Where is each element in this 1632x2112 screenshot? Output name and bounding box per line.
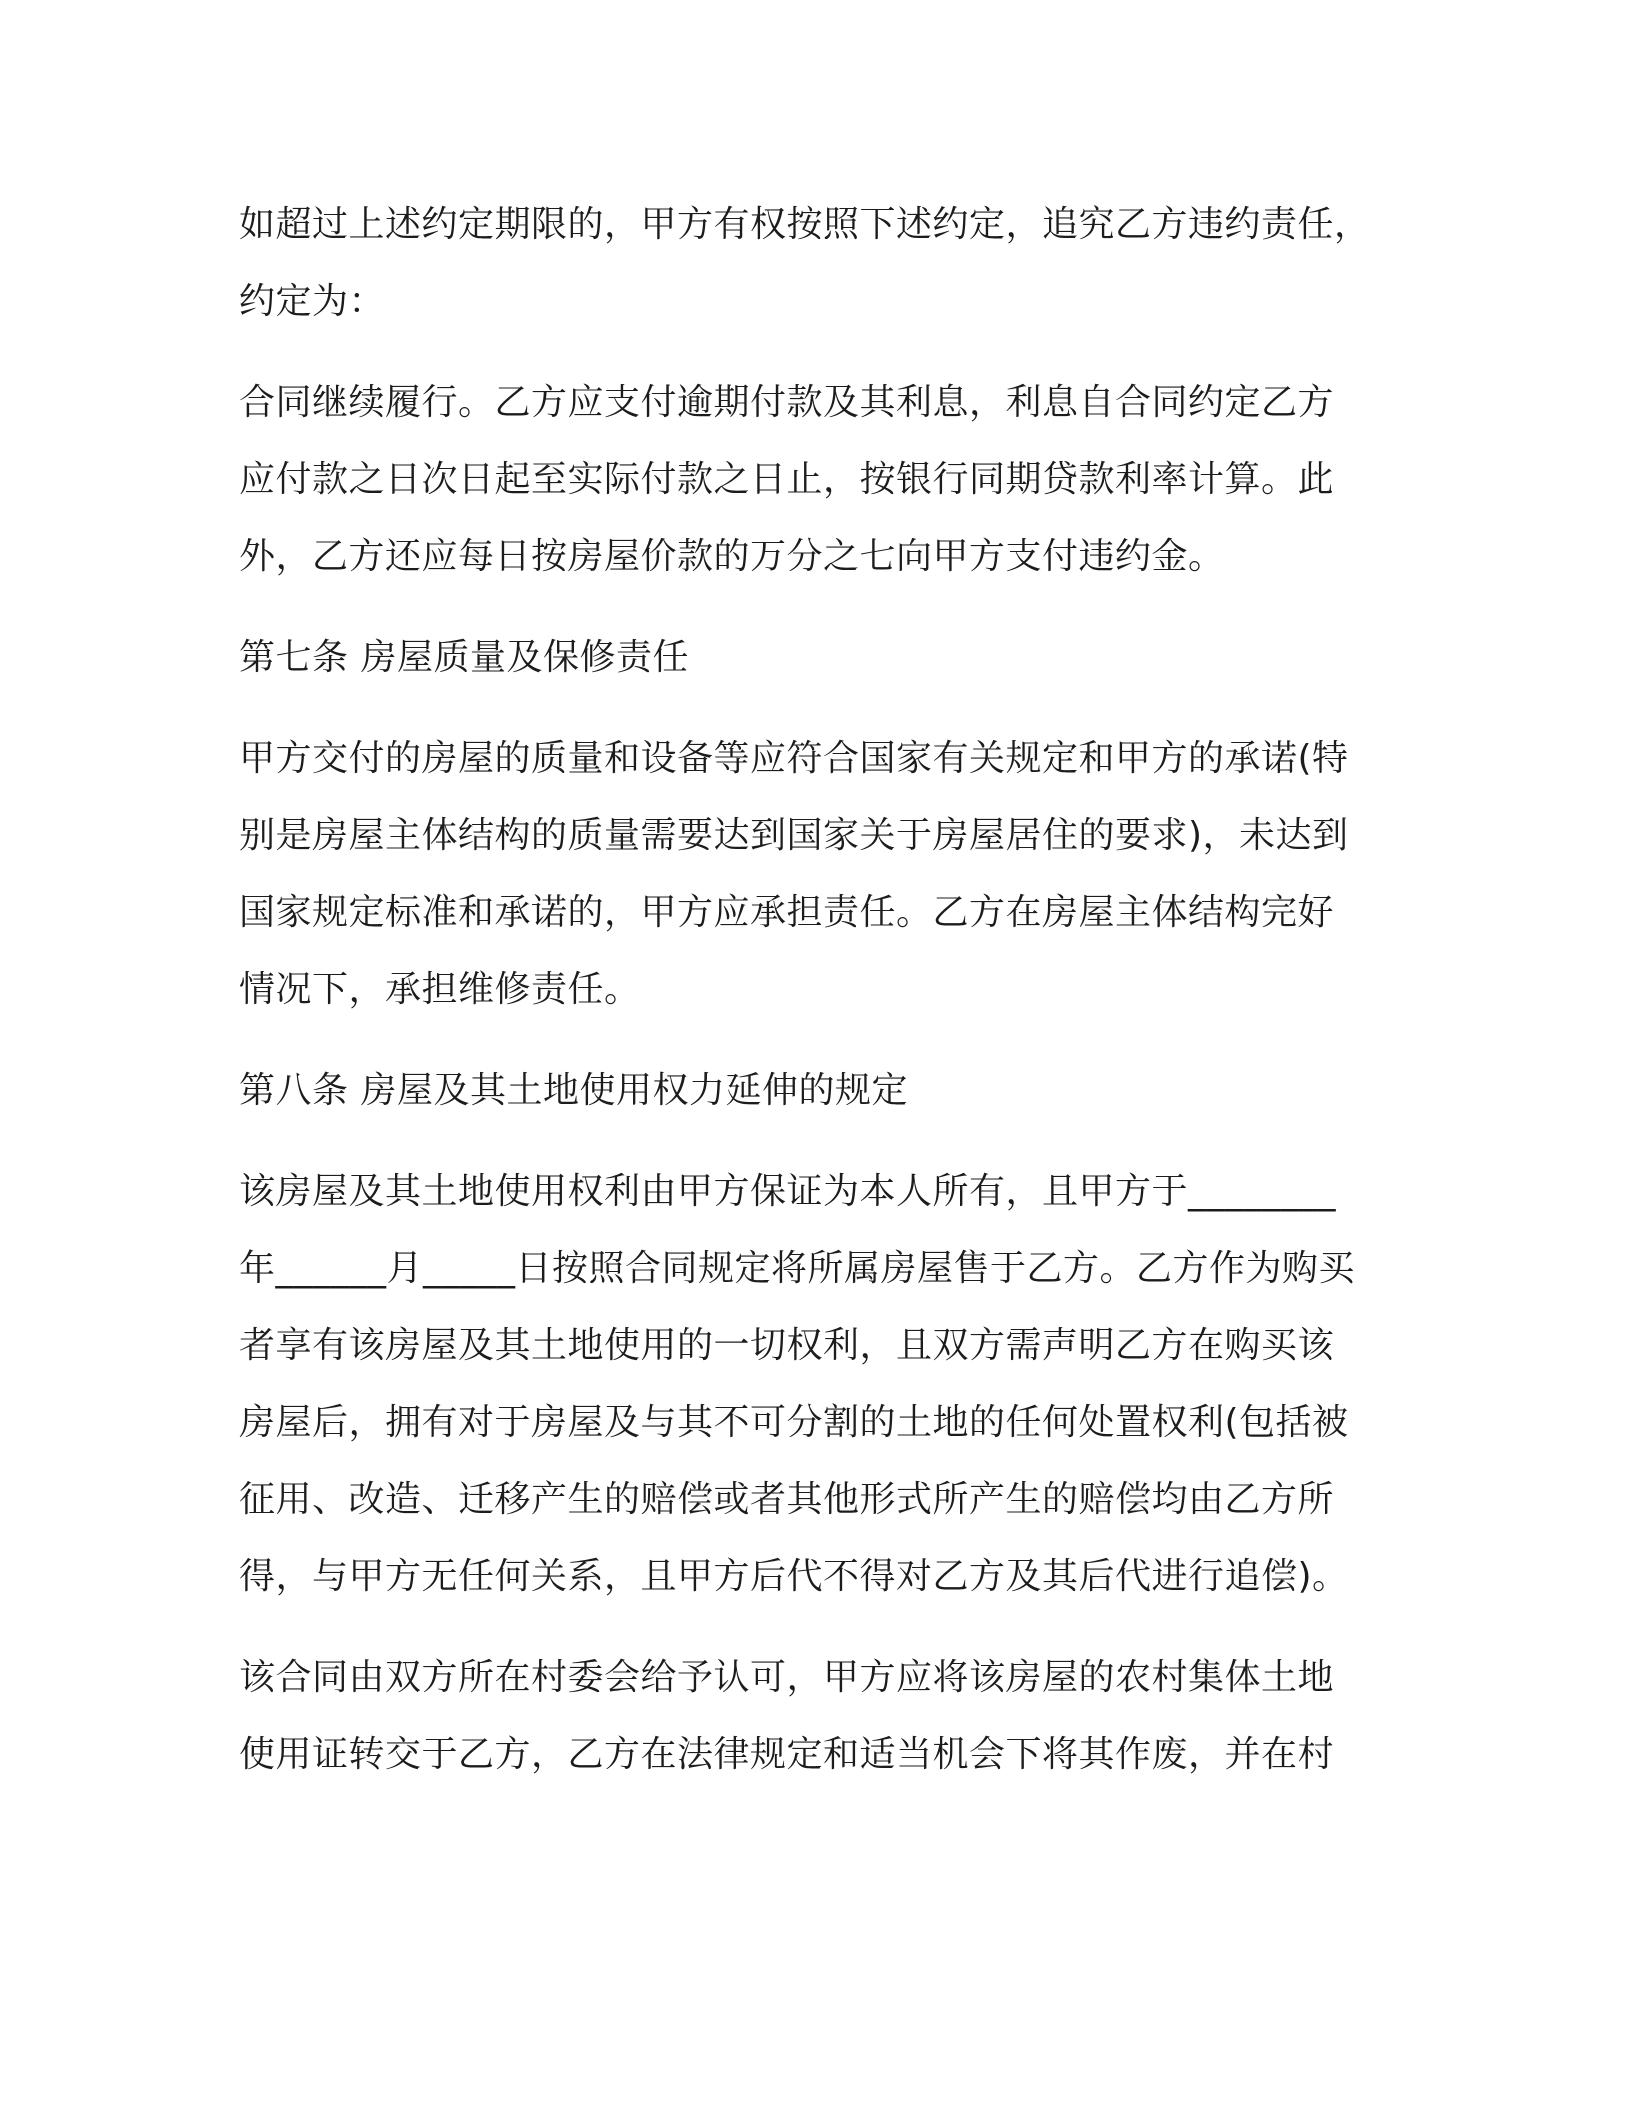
text-line: 得，与甲方无任何关系，且甲方后代不得对乙方及其后代进行追偿)。 [239, 1556, 1349, 1597]
text-line: 甲方交付的房屋的质量和设备等应符合国家有关规定和甲方的承诺(特 [239, 738, 1349, 779]
paragraph-late-payment [239, 364, 1379, 595]
text-line: 房屋后，拥有对于房屋及与其不可分割的土地的任何处置权利(包括被 [239, 1402, 1349, 1443]
article-7-heading [239, 619, 1379, 696]
text-line: 年______月_____日按照合同规定将所属房屋售于乙方。乙方作为购买 [239, 1248, 1356, 1289]
text-line: 该合同由双方所在村委会给予认可，甲方应将该房屋的农村集体土地 [239, 1657, 1335, 1698]
text-line: 如超过上述约定期限的，甲方有权按照下述约定，追究乙方违约责任， [239, 204, 1371, 245]
paragraph-breach-agreement [239, 186, 1379, 340]
text-line: 别是房屋主体结构的质量需要达到国家关于房屋居住的要求)，未达到 [239, 815, 1349, 856]
paragraph-village-committee [239, 1639, 1379, 1793]
heading-text: 第八条 房屋及其土地使用权力延伸的规定 [239, 1070, 908, 1111]
text-line: 约定为： [239, 281, 386, 322]
text-line: 合同继续履行。乙方应支付逾期付款及其利息，利息自合同约定乙方 [239, 382, 1335, 423]
text-line: 该房屋及其土地使用权利由甲方保证为本人所有，且甲方于________ [239, 1171, 1337, 1212]
text-line: 情况下，承担维修责任。 [239, 969, 641, 1010]
text-line: 征用、改造、迁移产生的赔偿或者其他形式所产生的赔偿均由乙方所 [239, 1479, 1335, 1520]
paragraph-quality-warranty [239, 720, 1379, 1028]
article-8-heading [239, 1052, 1379, 1129]
text-line: 应付款之日次日起至实际付款之日止，按银行同期贷款利率计算。此 [239, 459, 1335, 500]
heading-text: 第七条 房屋质量及保修责任 [239, 637, 689, 678]
text-line: 者享有该房屋及其土地使用的一切权利，且双方需声明乙方在购买该 [239, 1325, 1335, 1366]
text-line: 外，乙方还应每日按房屋价款的万分之七向甲方支付违约金。 [239, 536, 1225, 577]
paragraph-land-use-rights [239, 1153, 1379, 1615]
text-line: 使用证转交于乙方，乙方在法律规定和适当机会下将其作废，并在村 [239, 1734, 1335, 1775]
text-line: 国家规定标准和承诺的，甲方应承担责任。乙方在房屋主体结构完好 [239, 892, 1335, 933]
document-body [239, 186, 1379, 1817]
